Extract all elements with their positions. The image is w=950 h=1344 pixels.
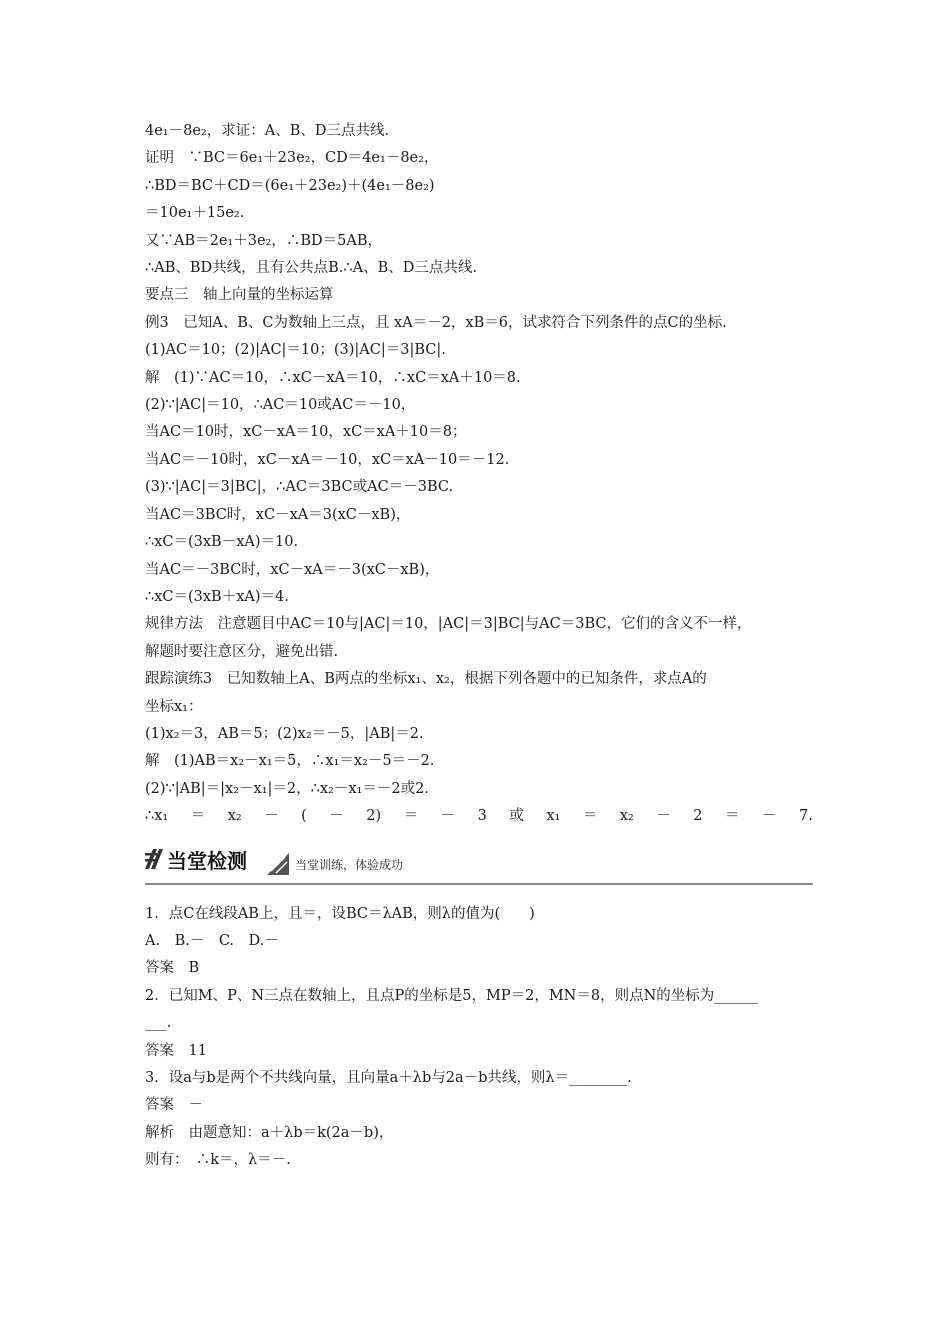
conclusion-token: 2 xyxy=(693,808,703,825)
spacer xyxy=(145,893,813,901)
text-line: ∴xC＝(3xB＋xA)＝4. xyxy=(145,588,289,605)
conclusion-token: 7. xyxy=(798,808,813,825)
conclusion-token: 或 xyxy=(509,808,524,825)
conclusion-token: － xyxy=(329,808,344,825)
answer-1: 答案 B xyxy=(145,960,200,977)
conclusion-token: ( xyxy=(301,808,307,825)
stripes-icon xyxy=(145,849,163,869)
conclusion-token: x₁ xyxy=(546,808,561,825)
text-line: (2)∵|AB|＝|x₂－x₁|＝2，∴x₂－x₁＝－2或2. xyxy=(145,780,429,797)
answer-3: 答案 － xyxy=(145,1097,203,1114)
conclusion-token: － xyxy=(656,808,671,825)
heading-key-point-3: 要点三 轴上向量的坐标运算 xyxy=(145,287,334,304)
proof-section xyxy=(145,118,813,831)
conclusion-token: 2) xyxy=(366,808,382,825)
example-3-statement: 例3 已知A、B、C为数轴上三点，且 xA＝－2，xB＝6，试求符合下列条件的点C的坐标. xyxy=(145,314,727,331)
conclusion-token: ＝ xyxy=(403,808,419,825)
conclusion-token: ＝ xyxy=(190,808,206,825)
question-3: 3．设a与b是两个不共线向量，且向量a＋λb与2a－b共线，则λ＝________. xyxy=(145,1070,632,1086)
text-line: 4e₁－8e₂，求证：A、B、D三点共线. xyxy=(145,123,390,139)
analysis-3: 解析 由题意知：a＋λb＝k(2a－b)， xyxy=(145,1124,394,1141)
conclusion-token: x₂ xyxy=(619,808,634,825)
conclusion-token: ＝ xyxy=(725,808,740,825)
text-line: (1)AC＝10；(2)|AC|＝10；(3)|AC|＝3|BC|. xyxy=(145,342,446,359)
section-subtitle: 当堂训练，体验成功 xyxy=(295,857,404,872)
question-2: 2．已知M、P、N三点在数轴上，且点P的坐标是5，MP＝2，MN＝8，则点N的坐标为______ xyxy=(145,987,758,1004)
text-line: ∴AB、BD共线，且有公共点B.∴A、B、D三点共线. xyxy=(145,260,477,277)
practice-3-statement: 跟踪演练3 已知数轴上A、B两点的坐标x₁、x₂，根据下列各题中的已知条件，求点A的 xyxy=(145,671,707,688)
text-line: 当AC＝－3BC时，xC－xA＝－3(xC－xB)， xyxy=(145,561,440,578)
text-line: 又∵AB＝2e₁＋3e₂，∴BD＝5AB， xyxy=(145,232,382,249)
text-line: 解 (1)∵AC＝10，∴xC－xA＝10，∴xC＝xA＋10＝8. xyxy=(145,369,521,386)
conclusion-token: － xyxy=(761,808,777,825)
question-1-options: A. B.－ C. D.－ xyxy=(145,932,279,949)
text-line: ＝10e₁＋15e₂. xyxy=(145,205,245,222)
section-header-bar xyxy=(145,843,813,885)
text-line: 当AC＝－10时，xC－xA＝－10，xC＝xA－10＝－12. xyxy=(145,451,510,468)
question-1: 1．点C在线段AB上，且＝，设BC＝λAB，则λ的值为( ) xyxy=(145,905,535,922)
justified-conclusion-line xyxy=(145,803,813,830)
section-title: 当堂检测 xyxy=(167,848,247,873)
text-line: 当AC＝3BC时，xC－xA＝3(xC－xB)， xyxy=(145,506,411,523)
document-body xyxy=(145,118,813,1175)
analysis-3-result: 则有： ∴k＝，λ＝－. xyxy=(145,1152,291,1169)
text-line: ∴xC＝(3xB－xA)＝10. xyxy=(145,534,299,551)
text-line: 当AC＝10时，xC－xA＝10，xC＝xA＋10＝8； xyxy=(145,424,467,441)
text-line: 解题时要注意区分，避免出错. xyxy=(145,643,339,660)
conclusion-token: ∴x₁ xyxy=(145,808,169,825)
conclusion-token: － xyxy=(264,808,279,825)
method-note: 规律方法 注意题目中AC＝10与|AC|＝10，|AC|＝3|BC|与AC＝3BC，它们的含义不一样， xyxy=(145,616,752,633)
conclusion-token: － xyxy=(440,808,456,825)
text-line: (1)x₂＝3，AB＝5；(2)x₂＝－5，|AB|＝2. xyxy=(145,725,424,742)
answer-2: 答案 11 xyxy=(145,1042,207,1059)
text-line: 证明 ∵BC＝6e₁＋23e₂，CD＝4e₁－8e₂， xyxy=(145,150,439,167)
quiz-section xyxy=(145,901,813,1175)
conclusion-token: x₂ xyxy=(227,808,242,825)
text-line: 坐标x₁： xyxy=(145,698,203,715)
conclusion-token: ＝ xyxy=(582,808,598,825)
text-line: (2)∵|AC|＝10，∴AC＝10或AC＝－10， xyxy=(145,397,416,414)
text-line: ∴BD＝BC＋CD＝(6e₁＋23e₂)＋(4e₁－8e₂) xyxy=(145,177,435,194)
text-line: 解 (1)AB＝x₂－x₁＝5，∴x₁＝x₂－5＝－2. xyxy=(145,753,435,770)
text-line: (3)∵|AC|＝3|BC|，∴AC＝3BC或AC＝－3BC. xyxy=(145,479,454,496)
question-2-blank: ___. xyxy=(145,1015,172,1032)
conclusion-token: 3 xyxy=(477,808,487,825)
wedge-icon xyxy=(267,853,289,875)
